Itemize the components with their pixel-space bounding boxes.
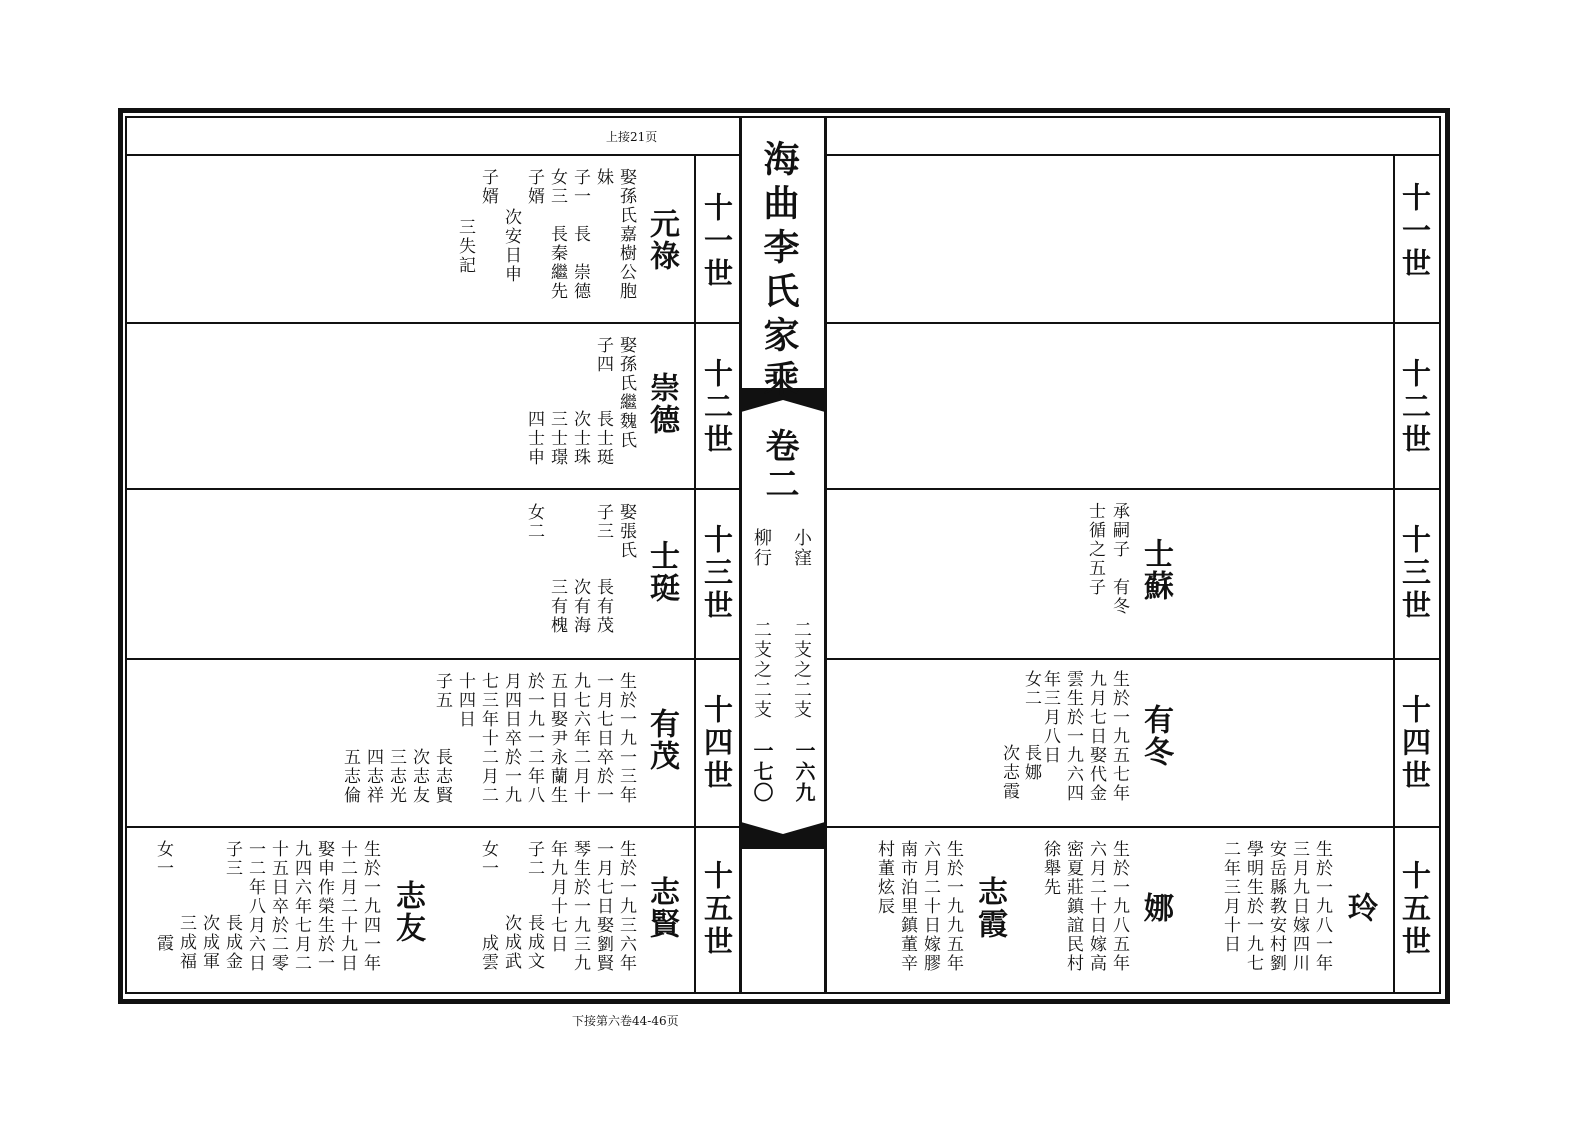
bio-text: 三志光	[386, 748, 406, 805]
bio-text: 霞	[153, 934, 173, 953]
bio-text: 四志祥	[363, 748, 383, 805]
bio-text: 琴生於一九三九	[570, 840, 590, 973]
bio-text: 一月七日卒於一	[593, 672, 613, 805]
bio-text: 次安日申	[501, 208, 521, 284]
bio-text: 生於一九四一年	[360, 840, 380, 973]
bio-text: 九月七日娶代金	[1086, 670, 1106, 803]
spine-right-branch: 小窪	[791, 528, 812, 568]
bio-text: 女一	[153, 840, 173, 878]
bio-text: 成雲	[478, 934, 498, 972]
gen-label-12-right: 十二世	[1398, 358, 1432, 457]
bio-text: 妹	[593, 168, 613, 187]
person-name-yuanlu: 元祿	[644, 208, 679, 272]
bio-text: 娶張氏	[616, 503, 636, 560]
grid-line	[127, 658, 739, 660]
gen-label-15-right: 十五世	[1398, 860, 1432, 959]
bio-text: 生於一九五七年	[1109, 670, 1129, 803]
bio-text: 次志霞	[999, 744, 1019, 801]
bio-text: 安岳縣教安村劉	[1266, 840, 1286, 973]
person-name-shisu: 士蘇	[1138, 538, 1173, 602]
spine-left-page-number: 一七〇	[750, 740, 774, 803]
person-name-ling: 玲	[1342, 892, 1377, 924]
bio-text: 南市泊里鎮董辛	[897, 840, 917, 973]
grid-line	[827, 658, 1439, 660]
bio-text: 九七六年二月十	[570, 672, 590, 805]
gen-label-12-left: 十二世	[700, 358, 734, 457]
gen-column-line	[694, 154, 696, 992]
bio-text: 娶申作榮生於一	[314, 840, 334, 973]
bio-text: 十五日卒於二零	[268, 840, 288, 973]
bio-text: 士循之五子	[1085, 502, 1105, 597]
bio-text: 七三年十二月二	[478, 672, 498, 805]
person-name-zhiyou: 志友	[390, 880, 425, 944]
bio-text: 女二	[524, 503, 544, 541]
bio-text: 五志倫	[340, 748, 360, 805]
continue-to-note: 下接第六卷44-46页	[572, 1014, 679, 1028]
person-name-zhixian: 志賢	[644, 876, 679, 940]
bio-text: 三月九日嫁四川	[1289, 840, 1309, 973]
bio-text: 三失記	[455, 218, 475, 275]
spine-left-branch: 柳行	[751, 528, 772, 568]
person-name-shiting: 士珽	[644, 540, 679, 604]
bio-text: 五日娶尹永蘭生	[547, 672, 567, 805]
bio-text: 長志賢	[432, 748, 452, 805]
bio-text: 生於一九三六年	[616, 840, 636, 973]
bio-text: 次志友	[409, 748, 429, 805]
bio-text: 三有槐	[547, 578, 567, 635]
gen-label-11-right: 十一世	[1398, 182, 1432, 281]
bio-text: 十四日	[455, 672, 475, 729]
bio-text: 村董炫辰	[874, 840, 894, 916]
bio-text: 月四日卒於一九	[501, 672, 521, 805]
grid-line	[127, 826, 739, 828]
bio-text: 子婿	[524, 168, 544, 206]
person-name-chongde: 崇德	[644, 372, 679, 436]
bio-text: 三士璟	[547, 410, 567, 467]
spine-right-page-number: 一六九	[792, 740, 816, 803]
person-name-zhixia: 志霞	[972, 876, 1007, 940]
grid-line	[827, 488, 1439, 490]
bio-text: 次有海	[570, 578, 590, 635]
gen-label-13-left: 十三世	[700, 524, 734, 623]
gen-label-13-right: 十三世	[1398, 524, 1432, 623]
bio-text: 六月二十日嫁高	[1086, 840, 1106, 973]
bio-text: 長成文	[524, 914, 544, 971]
gen-label-14-right: 十四世	[1398, 694, 1432, 793]
bio-text: 徐舉先	[1040, 840, 1060, 897]
grid-line	[127, 154, 739, 156]
bio-text: 六月二十日嫁膠	[920, 840, 940, 973]
gen-label-14-left: 十四世	[700, 694, 734, 793]
bio-text: 年三月八日	[1040, 670, 1060, 765]
spine-left-sub: 二支之二支	[751, 620, 772, 720]
spine-title: 海曲李氏家乘	[758, 140, 799, 404]
gen-label-15-left: 十五世	[700, 860, 734, 959]
bio-text: 子婿	[478, 168, 498, 206]
grid-line	[127, 488, 739, 490]
bio-text: 子五	[432, 672, 452, 710]
bio-text: 子三	[222, 840, 242, 878]
grid-line	[827, 826, 1439, 828]
grid-line	[827, 154, 1439, 156]
bio-text: 密夏莊鎮誼民村	[1063, 840, 1083, 973]
bio-text: 長娜	[1021, 744, 1041, 782]
spine-right-sub: 二支之二支	[791, 620, 812, 720]
person-name-na: 娜	[1138, 892, 1173, 924]
bio-text: 九四六年七月二	[291, 840, 311, 973]
bio-text: 生於一九八五年	[1109, 840, 1129, 973]
gen-label-11-left: 十一世	[700, 192, 734, 291]
bio-text: 三成福	[176, 914, 196, 971]
spine-volume: 卷二	[759, 428, 799, 504]
bio-text: 二年三月十日	[1220, 840, 1240, 954]
bio-text: 長成金	[222, 914, 242, 971]
bio-text: 女一	[478, 840, 498, 878]
bio-text: 女二	[1021, 670, 1041, 708]
bio-text: 一月七日娶劉賢	[593, 840, 613, 973]
bio-text: 子四	[593, 336, 613, 374]
bio-text: 一二年八月六日	[245, 840, 265, 973]
bio-text: 雲生於一九六四	[1063, 670, 1083, 803]
bio-text: 子二	[524, 840, 544, 878]
bio-text: 長士珽	[593, 410, 613, 467]
bio-text: 長有茂	[593, 578, 613, 635]
bio-text: 次士珠	[570, 410, 590, 467]
person-name-youdong: 有冬	[1138, 704, 1173, 768]
bio-text: 年九月十七日	[547, 840, 567, 954]
bio-text: 次成武	[501, 914, 521, 971]
bio-text: 子三	[593, 503, 613, 541]
bio-text: 學明生於一九七	[1243, 840, 1263, 973]
bio-text: 於一九一二年八	[524, 672, 544, 805]
bio-text: 承嗣子 有冬	[1109, 502, 1129, 616]
bio-text: 娶孫氏繼魏氏	[616, 336, 636, 450]
grid-line	[127, 322, 739, 324]
bio-text: 生於一九八一年	[1312, 840, 1332, 973]
bio-text: 四士申	[524, 410, 544, 467]
continue-from-note: 上接21页	[606, 130, 658, 144]
bio-text: 十二月二十九日	[337, 840, 357, 973]
grid-line	[827, 322, 1439, 324]
gen-column-line	[1393, 154, 1395, 992]
bio-text: 次成軍	[199, 914, 219, 971]
bio-text: 女三 長秦繼先	[547, 168, 567, 301]
bio-text: 娶孫氏嘉樹公胞	[616, 168, 636, 301]
bio-text: 子一 長 崇德	[570, 168, 590, 301]
person-name-youmao: 有茂	[644, 708, 679, 772]
bio-text: 生於一九九五年	[943, 840, 963, 973]
bio-text: 生於一九一三年	[616, 672, 636, 805]
